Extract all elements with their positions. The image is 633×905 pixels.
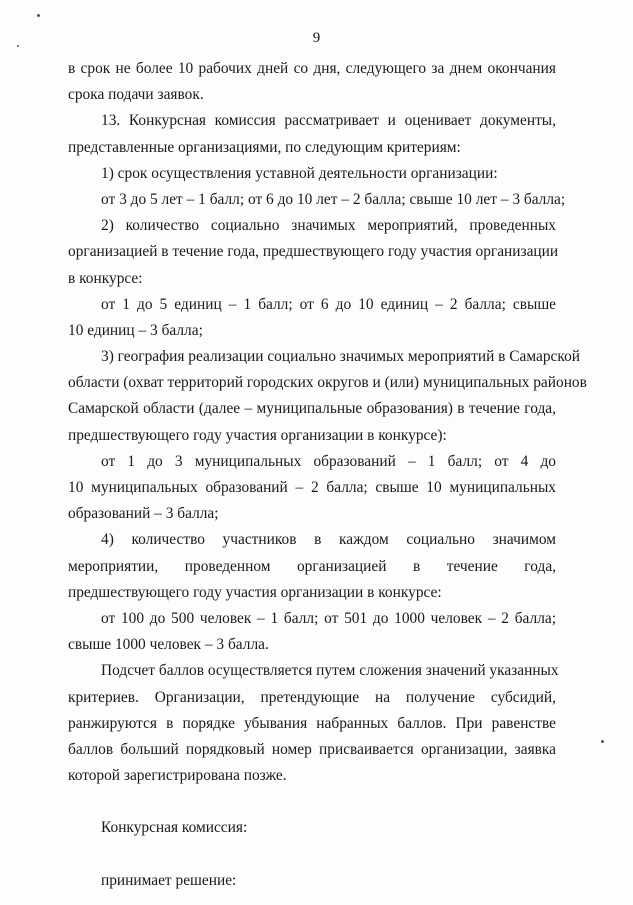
- text-line: в срок не более 10 рабочих дней со дня, следующего за днем окончания: [68, 60, 556, 77]
- scan-speck: [37, 14, 40, 17]
- text-line: области (охват территорий городских округов и (или) муниципальных районов: [68, 374, 587, 392]
- text-line: Конкурсная комиссия:: [101, 819, 248, 837]
- text-line: от 3 до 5 лет – 1 балл; от 6 до 10 лет – 2 балла; свыше 10 лет – 3 балла;: [101, 190, 566, 208]
- text-line: от 1 до 5 единиц – 1 балл; от 6 до 10 единиц – 2 балла; свыше: [101, 295, 556, 313]
- paragraph-gap: [68, 789, 556, 815]
- text-line: срока подачи заявок.: [68, 86, 204, 104]
- text-line: в конкурсе:: [68, 269, 143, 287]
- text-line: Самарской области (далее – муниципальные образования) в течение года,: [68, 400, 556, 418]
- text-line: от 1 до 3 муниципальных образований – 1 балл; от 4 до: [101, 452, 556, 470]
- text-line: которой зарегистрирована позже.: [68, 767, 287, 785]
- text-line: 2) количество социально значимых мероприятий, проведенных: [101, 217, 556, 235]
- text-line: 4) количество участников в каждом социально значимом: [101, 531, 556, 549]
- text-line: представленные организациями, по следующим критериям:: [68, 138, 461, 156]
- text-line: предшествующего году участия организации в конкурсе):: [68, 426, 447, 444]
- scan-speck: [601, 740, 604, 743]
- page-number: 9: [312, 30, 321, 46]
- text-line: ранжируются в порядке убывания набранных баллов. При равенстве: [68, 714, 556, 732]
- text-line: от 100 до 500 человек – 1 балл; от 501 до 1000 человек – 2 балла;: [101, 609, 556, 627]
- text-line: образований – 3 балла;: [68, 505, 219, 523]
- text-line: 10 муниципальных образований – 2 балла; свыше 10 муниципальных: [68, 479, 556, 496]
- text-line: свыше 1000 человек – 3 балла.: [68, 636, 269, 654]
- text-line: организацией в течение года, предшествующего году участия организации: [68, 243, 559, 261]
- text-line: принимает решение:: [101, 871, 237, 889]
- text-line: мероприятии, проведенном организацией в течение года,: [68, 557, 556, 575]
- text-line: предшествующего году участия организации в конкурсе:: [68, 583, 442, 601]
- text-line: критериев. Организации, претендующие на получение субсидий,: [68, 688, 556, 706]
- text-line: 3) география реализации социально значимых мероприятий в Самарской: [101, 348, 581, 366]
- text-line: 1) срок осуществления уставной деятельности организации:: [101, 164, 498, 182]
- text-line: 10 единиц – 3 балла;: [68, 321, 203, 339]
- text-line: баллов больший порядковый номер присваивается организации, заявка: [68, 740, 556, 758]
- body-text: [68, 56, 587, 894]
- text-line: Подсчет баллов осуществляется путем сложения значений указанных: [101, 662, 559, 680]
- paragraph-gap: [68, 842, 556, 868]
- text-line: 13. Конкурсная комиссия рассматривает и оценивает документы,: [101, 112, 556, 130]
- scan-speck: [17, 45, 19, 47]
